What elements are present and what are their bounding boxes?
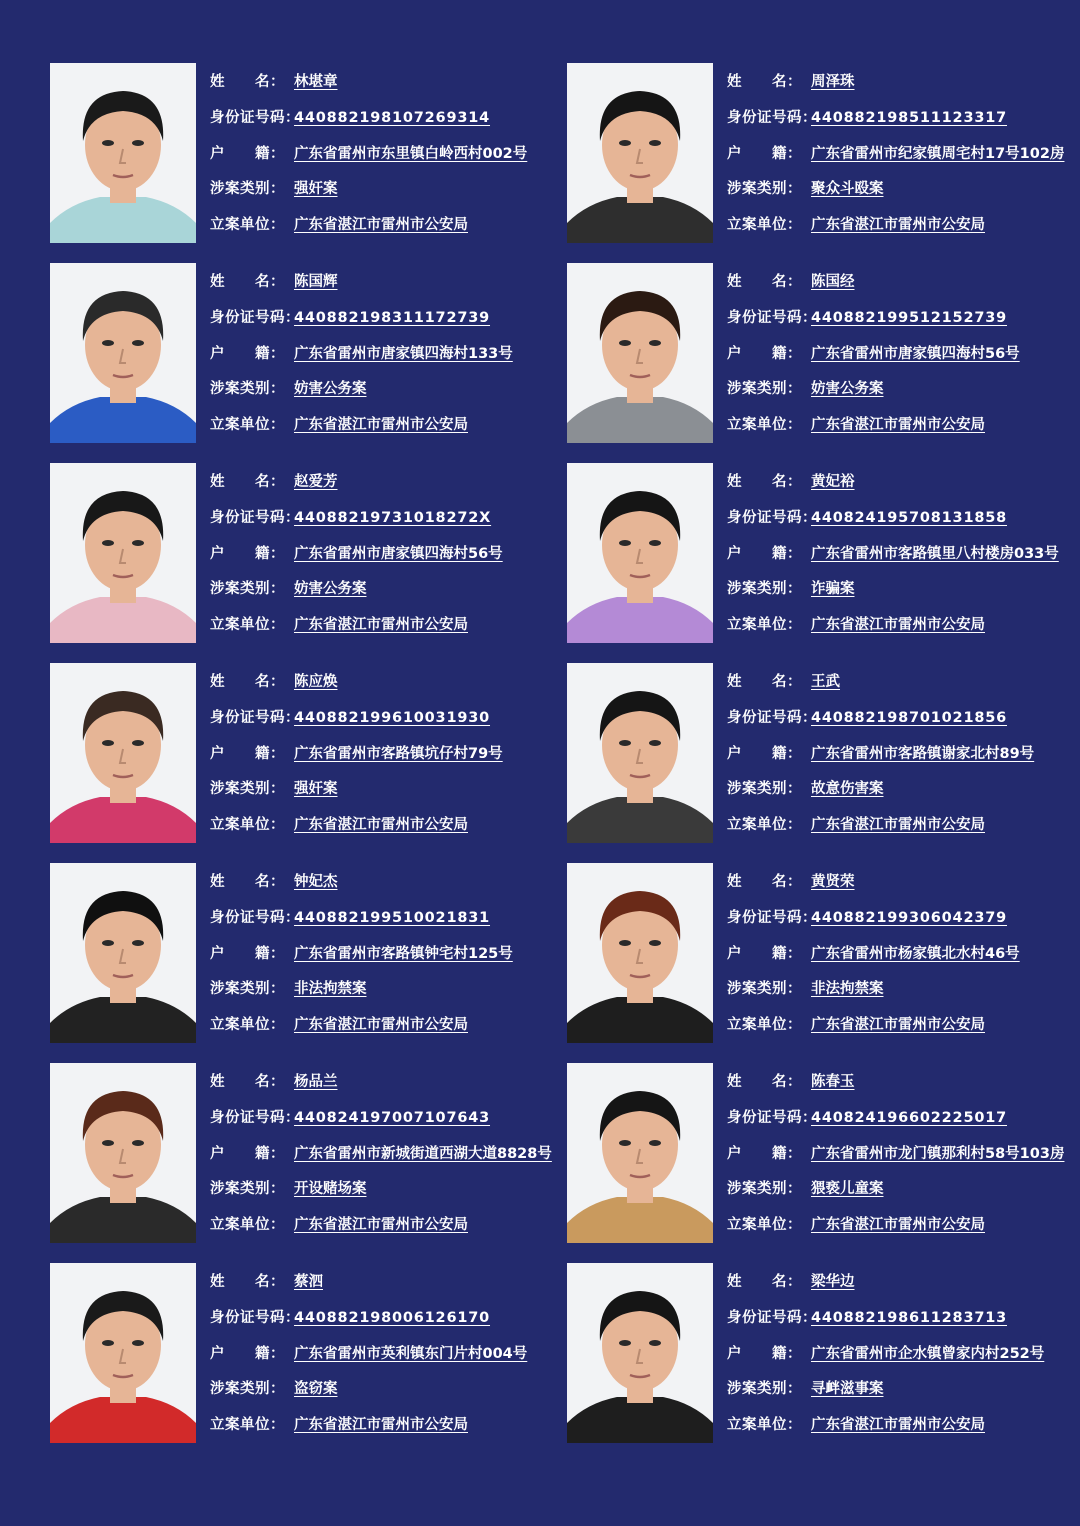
- filing-unit-value: 广东省湛江市雷州市公安局: [294, 217, 468, 234]
- filing-unit-value: 广东省湛江市雷州市公安局: [294, 1417, 468, 1434]
- filing-unit-value: 广东省湛江市雷州市公安局: [811, 817, 985, 834]
- case-type-label: 涉案类别：: [210, 581, 285, 598]
- household-registration-value: 广东省雷州市客路镇坑仔村79号: [294, 745, 503, 762]
- household-registration-value: 广东省雷州市龙门镇那利村58号103房: [811, 1145, 1065, 1162]
- person-photo: [50, 1263, 196, 1443]
- person-photo: [567, 663, 713, 843]
- case-type-row: [210, 1177, 570, 1213]
- case-type-row: [727, 1377, 1080, 1413]
- filing-unit-value: 广东省湛江市雷州市公安局: [294, 817, 468, 834]
- household-registration-row: [210, 542, 570, 578]
- name-value: 林堪章: [294, 74, 338, 90]
- household-registration-value: 广东省雷州市企水镇曾家内村252号: [811, 1345, 1045, 1362]
- household-registration-row: [727, 942, 1080, 978]
- case-type-value: 诈骗案: [811, 581, 855, 598]
- name-row: [727, 1070, 1080, 1106]
- filing-unit-value: 广东省湛江市雷州市公安局: [294, 617, 468, 634]
- household-registration-row: [210, 742, 570, 778]
- person-card: [567, 1063, 1077, 1243]
- name-value: 黄妃裕: [811, 474, 855, 490]
- household-registration-value: 广东省雷州市客路镇里八村楼房033号: [811, 545, 1059, 562]
- household-registration-label: 户 籍：: [727, 745, 802, 762]
- name-label: 姓 名：: [727, 1074, 802, 1090]
- person-card: [50, 463, 560, 643]
- case-type-label: 涉案类别：: [727, 581, 802, 598]
- id-number-label: 身份证号码：: [210, 1109, 300, 1126]
- filing-unit-value: 广东省湛江市雷州市公安局: [811, 617, 985, 634]
- filing-unit-value: 广东省湛江市雷州市公安局: [811, 1217, 985, 1234]
- filing-unit-row: [210, 1013, 570, 1049]
- id-number-label: 身份证号码：: [727, 309, 817, 326]
- person-photo: [567, 263, 713, 443]
- case-type-value: 寻衅滋事案: [811, 1381, 884, 1398]
- filing-unit-value: 广东省湛江市雷州市公安局: [294, 1017, 468, 1034]
- case-type-value: 强奸案: [294, 181, 338, 198]
- case-type-label: 涉案类别：: [727, 981, 802, 998]
- id-number-value: 440882198107269314: [294, 109, 491, 126]
- id-number-label: 身份证号码：: [210, 909, 300, 926]
- id-number-row: [727, 106, 1080, 142]
- id-number-label: 身份证号码：: [210, 709, 300, 726]
- household-registration-row: [727, 542, 1080, 578]
- name-row: [210, 470, 570, 506]
- person-info: [727, 870, 1080, 1049]
- id-number-value: 440882198006126170: [294, 1309, 491, 1326]
- name-value: 王武: [811, 674, 840, 690]
- filing-unit-label: 立案单位：: [727, 617, 802, 634]
- filing-unit-label: 立案单位：: [210, 417, 285, 434]
- case-type-value: 故意伤害案: [811, 781, 884, 798]
- id-number-row: [210, 506, 570, 542]
- name-label: 姓 名：: [727, 474, 802, 490]
- id-number-value: 440882199306042379: [811, 909, 1008, 926]
- id-number-row: [210, 1306, 570, 1342]
- name-label: 姓 名：: [210, 674, 285, 690]
- name-value: 黄贤荣: [811, 874, 855, 890]
- person-photo: [50, 863, 196, 1043]
- person-info: [210, 1270, 570, 1449]
- household-registration-label: 户 籍：: [727, 1145, 802, 1162]
- filing-unit-row: [727, 813, 1080, 849]
- case-type-value: 聚众斗殴案: [811, 181, 884, 198]
- id-number-value: 440824197007107643: [294, 1109, 491, 1126]
- id-number-label: 身份证号码：: [727, 709, 817, 726]
- case-type-value: 盗窃案: [294, 1381, 338, 1398]
- name-row: [727, 470, 1080, 506]
- person-card: [50, 263, 560, 443]
- household-registration-label: 户 籍：: [210, 945, 285, 962]
- case-type-row: [210, 1377, 570, 1413]
- name-value: 陈春玉: [811, 1074, 855, 1090]
- case-type-label: 涉案类别：: [210, 1381, 285, 1398]
- household-registration-label: 户 籍：: [210, 545, 285, 562]
- id-number-value: 440824196602225017: [811, 1109, 1008, 1126]
- filing-unit-value: 广东省湛江市雷州市公安局: [811, 1417, 985, 1434]
- id-number-row: [727, 1106, 1080, 1142]
- case-type-value: 非法拘禁案: [294, 981, 367, 998]
- household-registration-label: 户 籍：: [210, 1345, 285, 1362]
- id-number-row: [210, 1106, 570, 1142]
- id-number-value: 440882199512152739: [811, 309, 1008, 326]
- case-type-label: 涉案类别：: [727, 381, 802, 398]
- case-type-row: [210, 377, 570, 413]
- person-photo: [50, 63, 196, 243]
- person-photo: [50, 263, 196, 443]
- id-number-value: 440824195708131858: [811, 509, 1008, 526]
- case-type-value: 妨害公务案: [811, 381, 884, 398]
- filing-unit-row: [210, 1413, 570, 1449]
- name-value: 陈国辉: [294, 274, 338, 290]
- household-registration-row: [210, 1142, 570, 1178]
- household-registration-label: 户 籍：: [727, 945, 802, 962]
- case-type-label: 涉案类别：: [727, 781, 802, 798]
- case-type-label: 涉案类别：: [727, 1381, 802, 1398]
- case-type-row: [727, 1177, 1080, 1213]
- name-value: 陈国经: [811, 274, 855, 290]
- case-type-row: [727, 377, 1080, 413]
- household-registration-row: [727, 742, 1080, 778]
- case-type-value: 开设赌场案: [294, 1181, 367, 1198]
- id-number-label: 身份证号码：: [727, 1309, 817, 1326]
- name-row: [210, 270, 570, 306]
- name-value: 周泽珠: [811, 74, 855, 90]
- person-photo: [567, 63, 713, 243]
- person-card: [567, 463, 1077, 643]
- name-label: 姓 名：: [727, 74, 802, 90]
- name-label: 姓 名：: [210, 1274, 285, 1290]
- id-number-row: [727, 506, 1080, 542]
- id-number-label: 身份证号码：: [727, 909, 817, 926]
- person-info: [727, 1270, 1080, 1449]
- person-info: [727, 1070, 1080, 1249]
- id-number-value: 440882198611283713: [811, 1309, 1008, 1326]
- filing-unit-label: 立案单位：: [727, 817, 802, 834]
- case-type-label: 涉案类别：: [727, 1181, 802, 1198]
- case-type-row: [210, 777, 570, 813]
- case-type-row: [727, 577, 1080, 613]
- case-type-label: 涉案类别：: [210, 781, 285, 798]
- name-label: 姓 名：: [727, 1274, 802, 1290]
- household-registration-row: [727, 1142, 1080, 1178]
- case-type-value: 非法拘禁案: [811, 981, 884, 998]
- case-type-value: 强奸案: [294, 781, 338, 798]
- case-type-label: 涉案类别：: [210, 381, 285, 398]
- id-number-value: 440882198311172739: [294, 309, 491, 326]
- id-number-label: 身份证号码：: [727, 109, 817, 126]
- person-card: [567, 863, 1077, 1043]
- household-registration-label: 户 籍：: [727, 345, 802, 362]
- household-registration-value: 广东省雷州市英利镇东门片村004号: [294, 1345, 528, 1362]
- case-type-value: 妨害公务案: [294, 381, 367, 398]
- filing-unit-label: 立案单位：: [210, 1017, 285, 1034]
- name-label: 姓 名：: [210, 1074, 285, 1090]
- filing-unit-row: [727, 1213, 1080, 1249]
- name-value: 钟妃杰: [294, 874, 338, 890]
- person-info: [727, 670, 1080, 849]
- case-type-row: [727, 177, 1080, 213]
- case-type-row: [210, 977, 570, 1013]
- name-row: [210, 1270, 570, 1306]
- household-registration-row: [210, 142, 570, 178]
- id-number-label: 身份证号码：: [210, 309, 300, 326]
- id-number-label: 身份证号码：: [727, 509, 817, 526]
- household-registration-value: 广东省雷州市客路镇钟宅村125号: [294, 945, 513, 962]
- filing-unit-label: 立案单位：: [727, 1017, 802, 1034]
- filing-unit-row: [727, 413, 1080, 449]
- person-info: [210, 1070, 570, 1249]
- person-card: [50, 63, 560, 243]
- filing-unit-row: [727, 1013, 1080, 1049]
- person-info: [727, 70, 1080, 249]
- household-registration-value: 广东省雷州市客路镇谢家北村89号: [811, 745, 1035, 762]
- household-registration-value: 广东省雷州市唐家镇四海村133号: [294, 345, 513, 362]
- id-number-row: [210, 706, 570, 742]
- id-number-value: 440882199610031930: [294, 709, 491, 726]
- household-registration-value: 广东省雷州市唐家镇四海村56号: [811, 345, 1020, 362]
- filing-unit-value: 广东省湛江市雷州市公安局: [294, 417, 468, 434]
- case-type-row: [727, 777, 1080, 813]
- id-number-value: 440882198511123317: [811, 109, 1008, 126]
- filing-unit-row: [210, 1213, 570, 1249]
- name-value: 蔡泗: [294, 1274, 323, 1290]
- name-row: [727, 70, 1080, 106]
- name-label: 姓 名：: [210, 274, 285, 290]
- name-label: 姓 名：: [210, 74, 285, 90]
- name-row: [210, 870, 570, 906]
- household-registration-label: 户 籍：: [210, 345, 285, 362]
- household-registration-row: [210, 1342, 570, 1378]
- id-number-label: 身份证号码：: [210, 109, 300, 126]
- household-registration-value: 广东省雷州市新城街道西湖大道8828号: [294, 1145, 552, 1162]
- person-photo: [50, 1063, 196, 1243]
- case-type-row: [210, 177, 570, 213]
- person-info: [210, 670, 570, 849]
- case-type-value: 妨害公务案: [294, 581, 367, 598]
- household-registration-label: 户 籍：: [727, 545, 802, 562]
- household-registration-value: 广东省雷州市唐家镇四海村56号: [294, 545, 503, 562]
- id-number-value: 440882199510021831: [294, 909, 491, 926]
- filing-unit-row: [727, 1413, 1080, 1449]
- filing-unit-row: [727, 213, 1080, 249]
- filing-unit-label: 立案单位：: [210, 217, 285, 234]
- case-type-label: 涉案类别：: [210, 981, 285, 998]
- id-number-row: [210, 106, 570, 142]
- filing-unit-label: 立案单位：: [727, 417, 802, 434]
- household-registration-row: [210, 942, 570, 978]
- id-number-row: [210, 906, 570, 942]
- filing-unit-label: 立案单位：: [210, 817, 285, 834]
- id-number-value: 440882198701021856: [811, 709, 1008, 726]
- name-row: [727, 870, 1080, 906]
- id-number-row: [727, 706, 1080, 742]
- person-info: [210, 270, 570, 449]
- household-registration-label: 户 籍：: [210, 145, 285, 162]
- name-row: [210, 1070, 570, 1106]
- person-info: [727, 470, 1080, 649]
- household-registration-value: 广东省雷州市杨家镇北水村46号: [811, 945, 1020, 962]
- case-type-label: 涉案类别：: [210, 181, 285, 198]
- case-type-row: [727, 977, 1080, 1013]
- id-number-row: [727, 306, 1080, 342]
- case-type-label: 涉案类别：: [210, 1181, 285, 1198]
- person-info: [210, 870, 570, 1049]
- person-info: [210, 470, 570, 649]
- name-row: [727, 1270, 1080, 1306]
- name-label: 姓 名：: [727, 274, 802, 290]
- id-number-label: 身份证号码：: [210, 1309, 300, 1326]
- name-row: [727, 670, 1080, 706]
- filing-unit-label: 立案单位：: [727, 1417, 802, 1434]
- filing-unit-label: 立案单位：: [727, 217, 802, 234]
- id-number-value: 44088219731018272X: [294, 509, 492, 526]
- case-type-value: 猥亵儿童案: [811, 1181, 884, 1198]
- person-card: [567, 663, 1077, 843]
- name-row: [210, 670, 570, 706]
- filing-unit-label: 立案单位：: [210, 1217, 285, 1234]
- filing-unit-value: 广东省湛江市雷州市公安局: [811, 1017, 985, 1034]
- person-card: [567, 63, 1077, 243]
- person-card: [50, 1263, 560, 1443]
- name-row: [210, 70, 570, 106]
- name-value: 陈应焕: [294, 674, 338, 690]
- filing-unit-row: [210, 213, 570, 249]
- id-number-row: [210, 306, 570, 342]
- person-photo: [567, 463, 713, 643]
- person-card: [567, 1263, 1077, 1443]
- person-photo: [567, 1263, 713, 1443]
- household-registration-value: 广东省雷州市东里镇白岭西村002号: [294, 145, 528, 162]
- household-registration-row: [210, 342, 570, 378]
- filing-unit-value: 广东省湛江市雷州市公安局: [294, 1217, 468, 1234]
- household-registration-label: 户 籍：: [727, 1345, 802, 1362]
- household-registration-label: 户 籍：: [727, 145, 802, 162]
- person-photo: [50, 663, 196, 843]
- household-registration-row: [727, 142, 1080, 178]
- name-label: 姓 名：: [727, 874, 802, 890]
- person-card: [50, 1063, 560, 1243]
- filing-unit-value: 广东省湛江市雷州市公安局: [811, 417, 985, 434]
- filing-unit-value: 广东省湛江市雷州市公安局: [811, 217, 985, 234]
- household-registration-row: [727, 1342, 1080, 1378]
- household-registration-value: 广东省雷州市纪家镇周宅村17号102房: [811, 145, 1065, 162]
- person-card: [567, 263, 1077, 443]
- person-info: [727, 270, 1080, 449]
- household-registration-label: 户 籍：: [210, 745, 285, 762]
- filing-unit-row: [727, 613, 1080, 649]
- filing-unit-row: [210, 613, 570, 649]
- household-registration-label: 户 籍：: [210, 1145, 285, 1162]
- household-registration-row: [727, 342, 1080, 378]
- id-number-label: 身份证号码：: [727, 1109, 817, 1126]
- person-photo: [567, 1063, 713, 1243]
- case-type-row: [210, 577, 570, 613]
- name-label: 姓 名：: [727, 674, 802, 690]
- person-card: [50, 863, 560, 1043]
- name-value: 杨品兰: [294, 1074, 338, 1090]
- person-photo: [567, 863, 713, 1043]
- person-card: [50, 663, 560, 843]
- filing-unit-row: [210, 813, 570, 849]
- filing-unit-label: 立案单位：: [727, 1217, 802, 1234]
- filing-unit-label: 立案单位：: [210, 617, 285, 634]
- name-label: 姓 名：: [210, 874, 285, 890]
- name-value: 赵爱芳: [294, 474, 338, 490]
- id-number-label: 身份证号码：: [210, 509, 300, 526]
- person-info: [210, 70, 570, 249]
- name-row: [727, 270, 1080, 306]
- filing-unit-label: 立案单位：: [210, 1417, 285, 1434]
- person-photo: [50, 463, 196, 643]
- id-number-row: [727, 1306, 1080, 1342]
- name-label: 姓 名：: [210, 474, 285, 490]
- id-number-row: [727, 906, 1080, 942]
- name-value: 梁华边: [811, 1274, 855, 1290]
- filing-unit-row: [210, 413, 570, 449]
- case-type-label: 涉案类别：: [727, 181, 802, 198]
